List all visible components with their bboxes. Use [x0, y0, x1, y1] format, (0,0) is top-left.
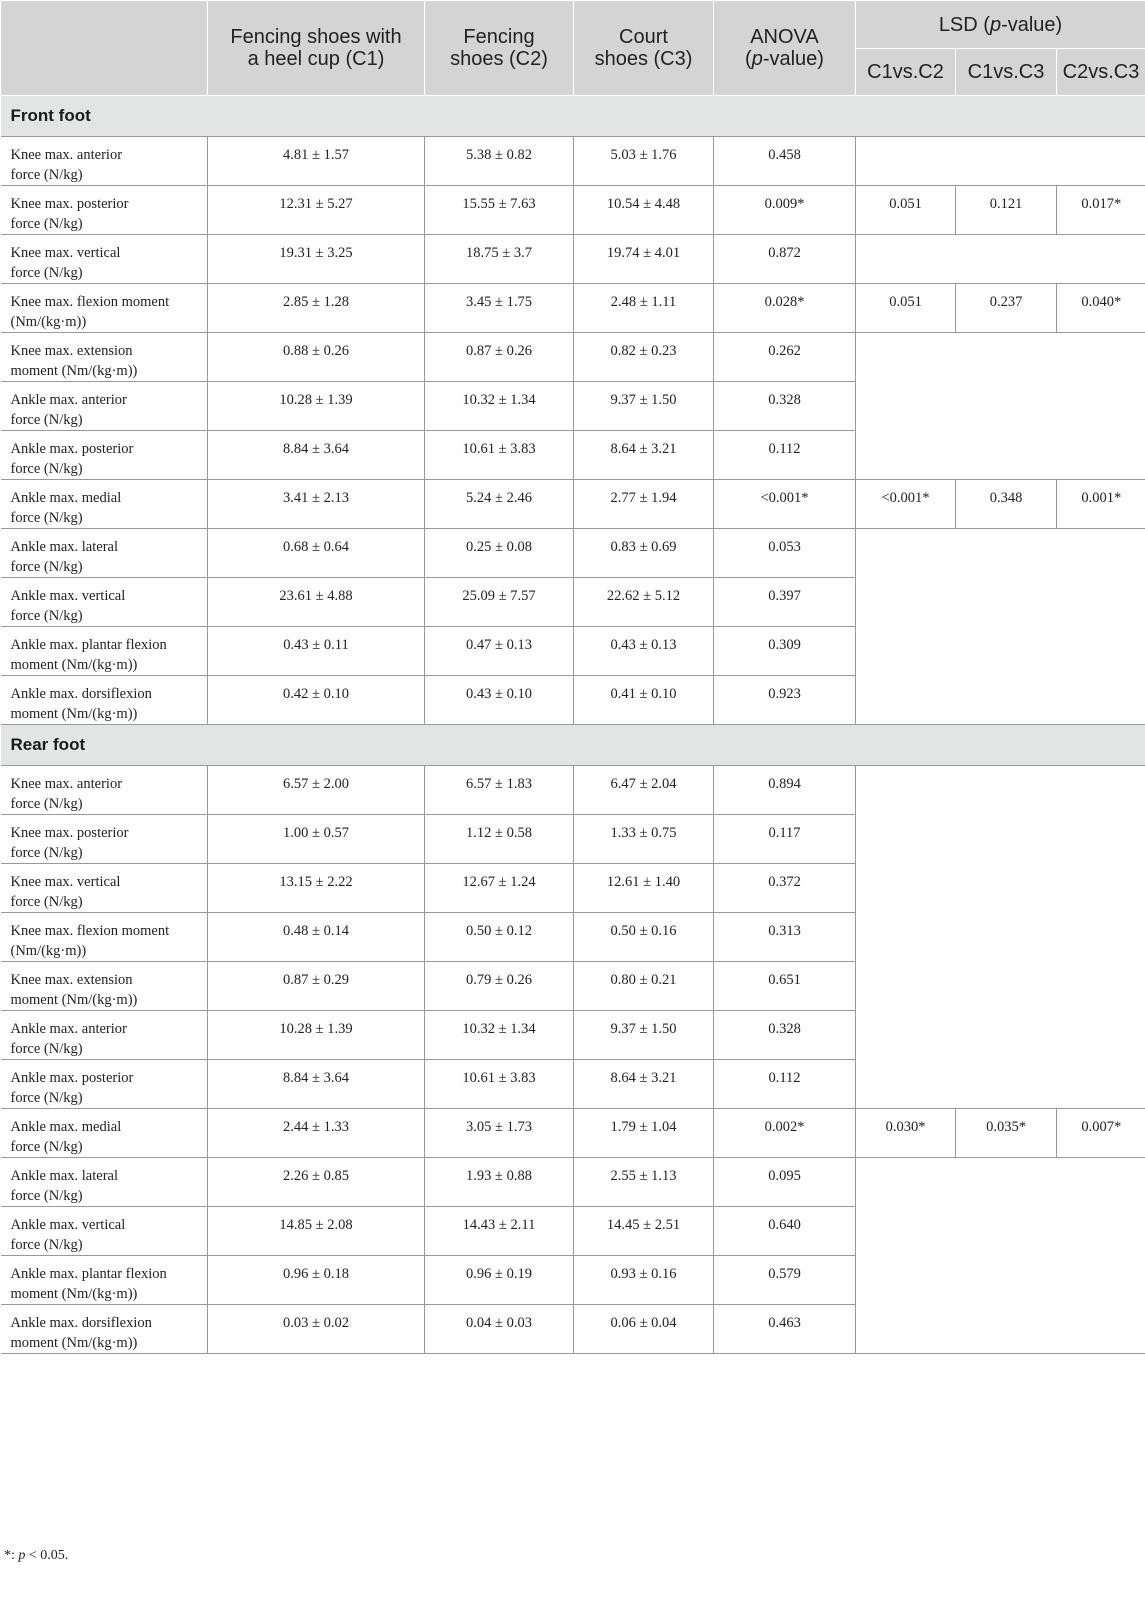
value-c1: 4.81 ± 1.57	[208, 137, 425, 186]
value-c3: 2.77 ± 1.94	[574, 480, 714, 529]
value-c1: 0.42 ± 0.10	[208, 676, 425, 725]
value-lsd-3: 0.007*	[1057, 1109, 1145, 1158]
value-anova: 0.579	[714, 1256, 856, 1305]
header-anova: ANOVA (p-value)	[714, 1, 856, 96]
table-row	[1, 235, 1145, 284]
value-c3: 19.74 ± 4.01	[574, 235, 714, 284]
value-c2: 18.75 ± 3.7	[425, 235, 574, 284]
value-c1: 6.57 ± 2.00	[208, 766, 425, 815]
table-row	[1, 137, 1145, 186]
value-c2: 5.24 ± 2.46	[425, 480, 574, 529]
value-c2: 0.96 ± 0.19	[425, 1256, 574, 1305]
value-c1: 0.87 ± 0.29	[208, 962, 425, 1011]
table-row	[1, 480, 1145, 529]
value-c2: 0.25 ± 0.08	[425, 529, 574, 578]
value-c2: 25.09 ± 7.57	[425, 578, 574, 627]
table-row	[1, 529, 1145, 578]
lsd-empty	[856, 137, 1145, 186]
value-c1: 0.88 ± 0.26	[208, 333, 425, 382]
row-label: Ankle max. anterior force (N/kg)	[1, 1011, 208, 1060]
value-c3: 2.55 ± 1.13	[574, 1158, 714, 1207]
value-anova: 0.894	[714, 766, 856, 815]
row-label: Ankle max. lateral force (N/kg)	[1, 529, 208, 578]
row-label: Knee max. extension moment (Nm/(kg·m))	[1, 333, 208, 382]
value-anova: <0.001*	[714, 480, 856, 529]
value-c3: 9.37 ± 1.50	[574, 382, 714, 431]
row-label: Ankle max. lateral force (N/kg)	[1, 1158, 208, 1207]
value-c3: 5.03 ± 1.76	[574, 137, 714, 186]
value-anova: 0.009*	[714, 186, 856, 235]
row-label: Ankle max. posterior force (N/kg)	[1, 1060, 208, 1109]
row-label: Ankle max. medial force (N/kg)	[1, 480, 208, 529]
row-label: Knee max. vertical force (N/kg)	[1, 235, 208, 284]
row-label: Knee max. vertical force (N/kg)	[1, 864, 208, 913]
value-c2: 10.32 ± 1.34	[425, 382, 574, 431]
value-c2: 12.67 ± 1.24	[425, 864, 574, 913]
header-blank	[1, 1, 208, 96]
value-c3: 6.47 ± 2.04	[574, 766, 714, 815]
value-c2: 6.57 ± 1.83	[425, 766, 574, 815]
value-anova: 0.112	[714, 1060, 856, 1109]
value-anova: 0.328	[714, 1011, 856, 1060]
value-anova: 0.397	[714, 578, 856, 627]
value-c3: 9.37 ± 1.50	[574, 1011, 714, 1060]
value-c1: 2.26 ± 0.85	[208, 1158, 425, 1207]
value-c1: 19.31 ± 3.25	[208, 235, 425, 284]
value-lsd-1: 0.051	[856, 284, 956, 333]
value-anova: 0.328	[714, 382, 856, 431]
value-c2: 0.50 ± 0.12	[425, 913, 574, 962]
value-anova: 0.028*	[714, 284, 856, 333]
value-c2: 0.47 ± 0.13	[425, 627, 574, 676]
value-anova: 0.463	[714, 1305, 856, 1354]
value-anova: 0.309	[714, 627, 856, 676]
value-anova: 0.923	[714, 676, 856, 725]
table-row	[1, 1109, 1145, 1158]
value-c1: 12.31 ± 5.27	[208, 186, 425, 235]
value-c1: 8.84 ± 3.64	[208, 431, 425, 480]
value-c3: 10.54 ± 4.48	[574, 186, 714, 235]
row-label: Ankle max. plantar flexion moment (Nm/(kg·m))	[1, 1256, 208, 1305]
value-c1: 0.48 ± 0.14	[208, 913, 425, 962]
row-label: Ankle max. medial force (N/kg)	[1, 1109, 208, 1158]
row-label: Ankle max. vertical force (N/kg)	[1, 1207, 208, 1256]
value-c3: 0.41 ± 0.10	[574, 676, 714, 725]
value-c2: 14.43 ± 2.11	[425, 1207, 574, 1256]
lsd-empty	[856, 1158, 1145, 1354]
value-anova: 0.002*	[714, 1109, 856, 1158]
value-c1: 10.28 ± 1.39	[208, 382, 425, 431]
value-c1: 8.84 ± 3.64	[208, 1060, 425, 1109]
header-lsd: LSD (p-value)	[856, 1, 1145, 49]
value-lsd-3: 0.001*	[1057, 480, 1145, 529]
header-lsd-c2vsc3: C2vs.C3	[1057, 49, 1145, 96]
row-label: Ankle max. posterior force (N/kg)	[1, 431, 208, 480]
value-c3: 0.43 ± 0.13	[574, 627, 714, 676]
lsd-empty	[856, 529, 1145, 725]
value-c3: 8.64 ± 3.21	[574, 431, 714, 480]
table-row	[1, 333, 1145, 382]
value-c3: 0.82 ± 0.23	[574, 333, 714, 382]
header-lsd-c1vsc3: C1vs.C3	[956, 49, 1057, 96]
header-c2: Fencing shoes (C2)	[425, 1, 574, 96]
lsd-empty	[856, 333, 1145, 480]
row-label: Knee max. flexion moment (Nm/(kg·m))	[1, 913, 208, 962]
value-c2: 3.45 ± 1.75	[425, 284, 574, 333]
value-c1: 0.68 ± 0.64	[208, 529, 425, 578]
value-lsd-2: 0.121	[956, 186, 1057, 235]
lsd-empty	[856, 766, 1145, 1109]
row-label: Knee max. anterior force (N/kg)	[1, 766, 208, 815]
value-lsd-3: 0.040*	[1057, 284, 1145, 333]
value-c3: 8.64 ± 3.21	[574, 1060, 714, 1109]
value-c1: 13.15 ± 2.22	[208, 864, 425, 913]
value-anova: 0.651	[714, 962, 856, 1011]
value-c3: 22.62 ± 5.12	[574, 578, 714, 627]
table-row	[1, 1158, 1145, 1207]
value-lsd-3: 0.017*	[1057, 186, 1145, 235]
value-c1: 23.61 ± 4.88	[208, 578, 425, 627]
value-lsd-1: <0.001*	[856, 480, 956, 529]
value-anova: 0.095	[714, 1158, 856, 1207]
row-label: Ankle max. plantar flexion moment (Nm/(kg·m))	[1, 627, 208, 676]
value-c2: 10.32 ± 1.34	[425, 1011, 574, 1060]
value-c3: 0.50 ± 0.16	[574, 913, 714, 962]
value-anova: 0.112	[714, 431, 856, 480]
value-c2: 0.43 ± 0.10	[425, 676, 574, 725]
value-anova: 0.458	[714, 137, 856, 186]
table-body	[1, 96, 1145, 1354]
lsd-empty	[856, 235, 1145, 284]
table-row	[1, 766, 1145, 815]
value-lsd-2: 0.237	[956, 284, 1057, 333]
value-c3: 0.93 ± 0.16	[574, 1256, 714, 1305]
value-c3: 2.48 ± 1.11	[574, 284, 714, 333]
value-c3: 1.79 ± 1.04	[574, 1109, 714, 1158]
section-row	[1, 96, 1145, 137]
value-c1: 0.96 ± 0.18	[208, 1256, 425, 1305]
value-anova: 0.640	[714, 1207, 856, 1256]
value-anova: 0.053	[714, 529, 856, 578]
value-c2: 10.61 ± 3.83	[425, 431, 574, 480]
value-c2: 5.38 ± 0.82	[425, 137, 574, 186]
row-label: Knee max. anterior force (N/kg)	[1, 137, 208, 186]
value-c3: 12.61 ± 1.40	[574, 864, 714, 913]
value-c2: 0.79 ± 0.26	[425, 962, 574, 1011]
header-c1: Fencing shoes with a heel cup (C1)	[208, 1, 425, 96]
value-c3: 0.06 ± 0.04	[574, 1305, 714, 1354]
value-c3: 0.80 ± 0.21	[574, 962, 714, 1011]
value-c2: 10.61 ± 3.83	[425, 1060, 574, 1109]
value-c1: 3.41 ± 2.13	[208, 480, 425, 529]
value-anova: 0.872	[714, 235, 856, 284]
row-label: Ankle max. dorsiflexion moment (Nm/(kg·m))	[1, 1305, 208, 1354]
row-label: Ankle max. vertical force (N/kg)	[1, 578, 208, 627]
value-c2: 3.05 ± 1.73	[425, 1109, 574, 1158]
row-label: Ankle max. anterior force (N/kg)	[1, 382, 208, 431]
value-c1: 10.28 ± 1.39	[208, 1011, 425, 1060]
footnote: *: p < 0.05.	[4, 1548, 69, 1563]
value-c1: 1.00 ± 0.57	[208, 815, 425, 864]
value-c3: 0.83 ± 0.69	[574, 529, 714, 578]
value-c2: 0.87 ± 0.26	[425, 333, 574, 382]
section-row	[1, 725, 1145, 766]
table-row	[1, 186, 1145, 235]
value-c3: 14.45 ± 2.51	[574, 1207, 714, 1256]
value-c2: 1.12 ± 0.58	[425, 815, 574, 864]
value-anova: 0.313	[714, 913, 856, 962]
row-label: Knee max. posterior force (N/kg)	[1, 186, 208, 235]
row-label: Knee max. flexion moment (Nm/(kg·m))	[1, 284, 208, 333]
value-lsd-1: 0.030*	[856, 1109, 956, 1158]
value-c1: 0.43 ± 0.11	[208, 627, 425, 676]
value-c1: 0.03 ± 0.02	[208, 1305, 425, 1354]
section-title: Front foot	[1, 96, 1145, 137]
header-lsd-c1vsc2: C1vs.C2	[856, 49, 956, 96]
value-c2: 15.55 ± 7.63	[425, 186, 574, 235]
row-label: Knee max. posterior force (N/kg)	[1, 815, 208, 864]
value-c2: 0.04 ± 0.03	[425, 1305, 574, 1354]
value-lsd-2: 0.348	[956, 480, 1057, 529]
row-label: Ankle max. dorsiflexion moment (Nm/(kg·m))	[1, 676, 208, 725]
value-anova: 0.117	[714, 815, 856, 864]
value-c3: 1.33 ± 0.75	[574, 815, 714, 864]
value-lsd-1: 0.051	[856, 186, 956, 235]
table-row	[1, 284, 1145, 333]
row-label: Knee max. extension moment (Nm/(kg·m))	[1, 962, 208, 1011]
section-title: Rear foot	[1, 725, 1145, 766]
value-c2: 1.93 ± 0.88	[425, 1158, 574, 1207]
value-c1: 2.44 ± 1.33	[208, 1109, 425, 1158]
value-c1: 14.85 ± 2.08	[208, 1207, 425, 1256]
value-lsd-2: 0.035*	[956, 1109, 1057, 1158]
value-anova: 0.372	[714, 864, 856, 913]
table-header	[1, 1, 1145, 96]
value-anova: 0.262	[714, 333, 856, 382]
value-c1: 2.85 ± 1.28	[208, 284, 425, 333]
header-c3: Court shoes (C3)	[574, 1, 714, 96]
